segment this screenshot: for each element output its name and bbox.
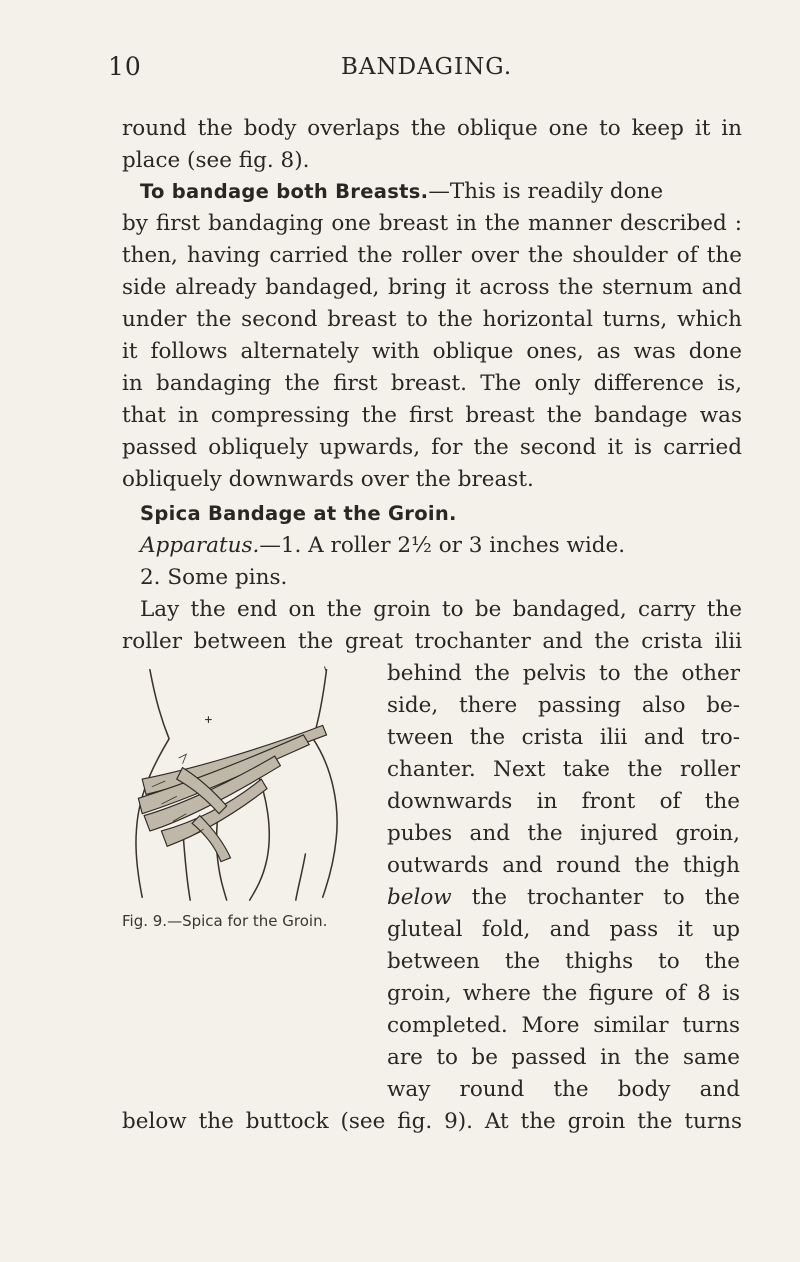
text-line: it follows alternately with oblique ones, as was done [122,339,742,364]
text-line: between the thighs to the [387,949,740,974]
section-heading-breasts: To bandage both Breasts. [140,180,429,203]
text-line: behind the pelvis to the other [387,661,740,686]
text-line: that in compressing the first breast the bandage was [122,403,742,428]
text-line: under the second breast to the horizontal turns, which [122,307,742,332]
running-head: BANDAGING. [341,54,513,80]
text-line: passed obliquely upwards, for the second it is carried [122,435,742,460]
text-line-below [387,882,740,914]
text-line: gluteal fold, and pass it up [387,917,740,942]
text-run: the trochanter to the [451,885,740,910]
apparatus-label: Apparatus. [140,533,260,558]
page-header [0,52,800,88]
text-run: —This is readily done [428,179,664,204]
text-line: side, there passing also be- [387,693,740,718]
text-line: by first bandaging one breast in the manner described : [122,211,742,236]
text-line: pubes and the injured groin, [387,821,740,846]
text-line: outwards and round the thigh [387,853,740,878]
text-line: obliquely downwards over the breast. [122,467,534,492]
page-number: 10 [108,52,142,81]
text-line: are to be passed in the same [387,1045,740,1070]
text-line: tween the crista ilii and tro- [387,725,740,750]
italic-word: below [387,885,452,910]
spica-groin-illustration [118,662,368,902]
heading-text: Spica Bandage at the Groin. [140,502,457,525]
text-run: —1. A roller 2½ or 3 inches wide. [259,533,626,558]
text-line: in bandaging the first breast. The only difference is, [122,371,742,396]
apparatus-line-1 [140,530,625,562]
text-line: side already bandaged, bring it across the sternum and [122,275,742,300]
paragraph-breasts-first-line [140,176,742,208]
text-line: downwards in front of the [387,789,740,814]
text-line: chanter. Next take the roller [387,757,740,782]
section-heading-groin [140,498,457,530]
text-line: completed. More similar turns [387,1013,740,1038]
text-line: groin, where the figure of 8 is [387,981,740,1006]
text-line: way round the body and [387,1077,740,1102]
text-line: place (see fig. 8). [122,148,310,173]
apparatus-line-2: 2. Some pins. [140,565,288,590]
text-line: below the buttock (see fig. 9). At the groin the turns [122,1109,742,1134]
figure-caption: Fig. 9.—Spica for the Groin. [122,912,328,930]
text-line: roller between the great trochanter and the crista ilii [122,629,742,654]
text-line: then, having carried the roller over the shoulder of the [122,243,742,268]
text-line: round the body overlaps the oblique one to keep it in [122,116,742,141]
text-line: Lay the end on the groin to be bandaged, carry the [140,597,742,622]
